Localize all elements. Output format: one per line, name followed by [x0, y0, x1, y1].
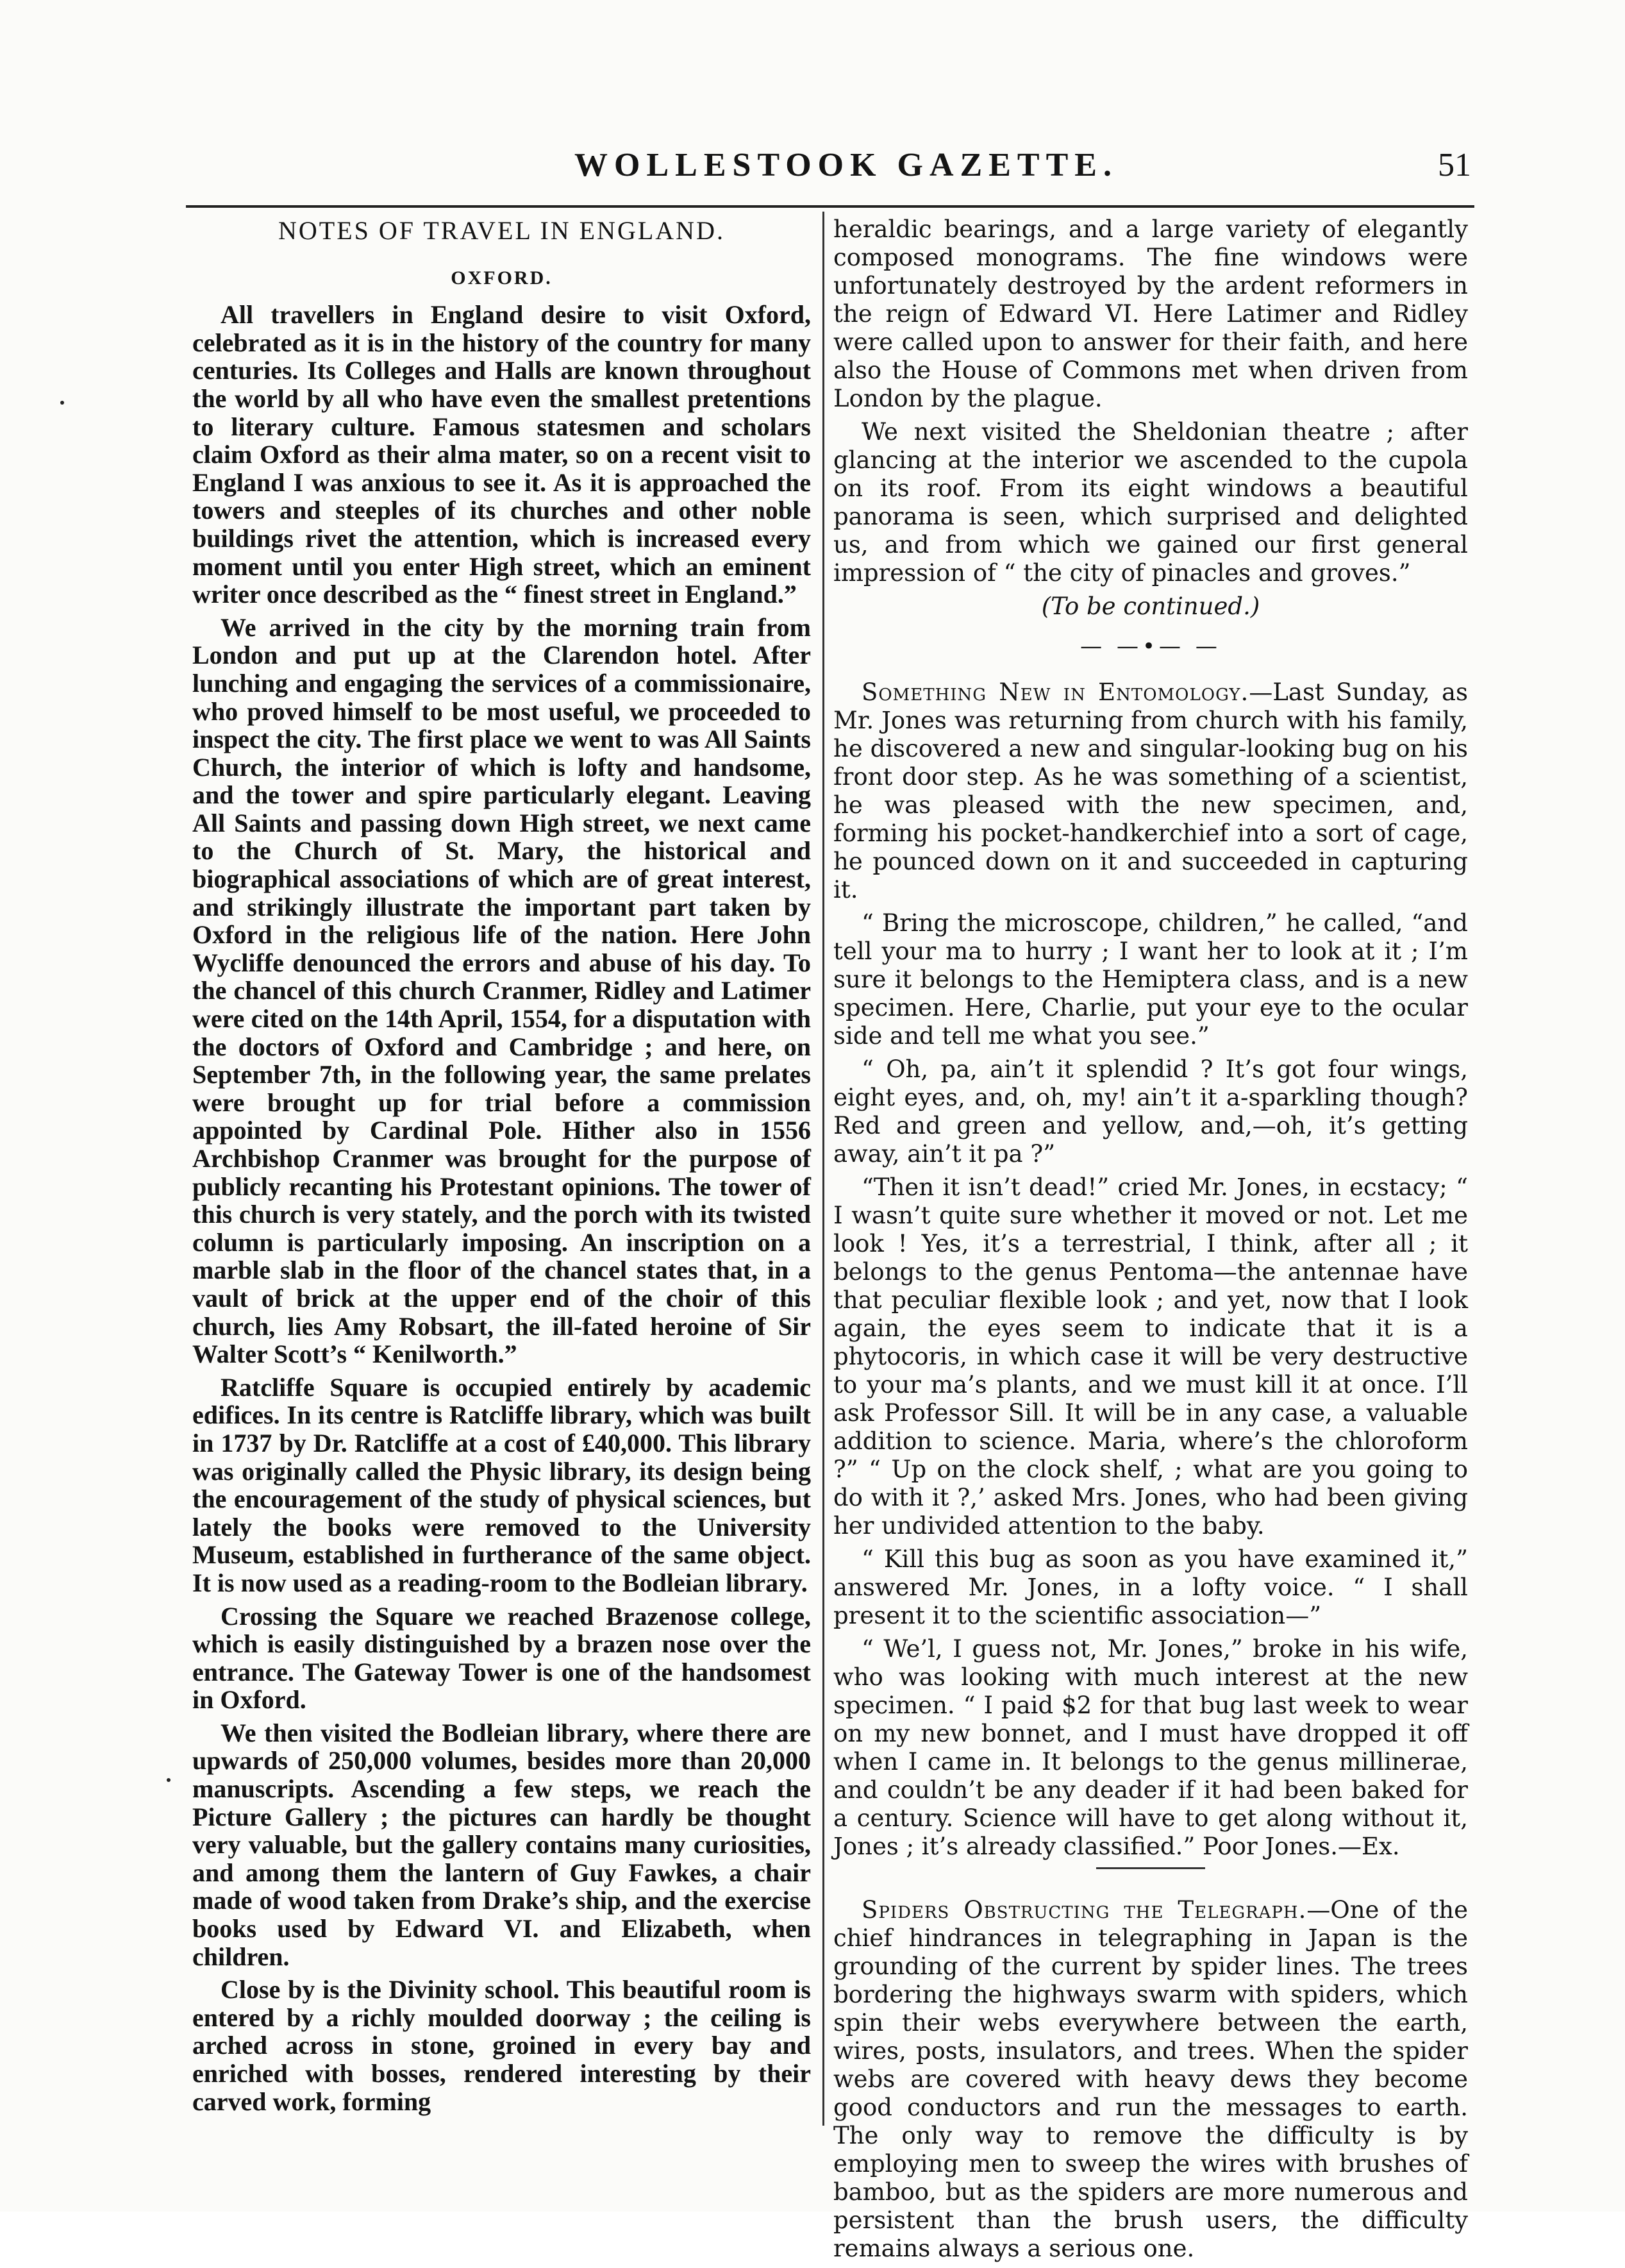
- section-ornament: — —•— —: [1080, 634, 1221, 659]
- article-paragraph: “Then it isn’t dead!” cried Mr. Jones, in ecstacy; “ I wasn’t quite sure whether it moved or not. Let me look ! Yes, it’s a terrestrial, I think, after all ; it belongs to the genus Pentoma—the antennae have that peculiar flexible look ; and yet, now that I look again, the eyes seem to indicate that it is a phytocoris, in which case it will be very destructive to your ma’s plants, and we must kill it at once. I’ll ask Professor Sill. It will be in any case, a valuable addition to science. Maria, where’s the chloroform ?” “ Up on the clock shelf, ; what are you going to do with it ?,’ asked Mrs. Jones, who had been giving her undivided attention to the baby.: [833, 1173, 1468, 1540]
- article-paragraph: “ Bring the microscope, children,” he called, “and tell your ma to hurry ; I want her to look at it ; I’m sure it belongs to the Hemiptera class, and is a new specimen. Here, Charlie, put your eye to the ocular side and tell me what you see.”: [833, 909, 1468, 1050]
- masthead-title: WOLLESTOOK GAZETTE.: [574, 147, 1118, 183]
- article-paragraph: [833, 678, 1468, 904]
- page-number: 51: [1438, 147, 1471, 183]
- article-text: —One of the chief hindrances in telegraphing in Japan is the grounding of the current by spider lines. The trees bordering the highways swarm with spiders, which spin their webs everywhere between the earth, wires, posts, insulators, and trees. When the spider webs are covered with heavy dews they become good conductors and run the messages to earth. The only way to remove the difficulty is by employing men to sweep the wires with brushes of bamboo, but as the spiders are more numerous and persistent than the brush users, the difficulty remains always a serious one.: [833, 1896, 1468, 2262]
- article-paragraph: “ We’l, I guess not, Mr. Jones,” broke in his wife, who was looking with much interest at the new specimen. “ I paid $2 for that bug last week to wear on my new bonnet, and I must have dropped it off when I came in. It belongs to the genus millinerae, and couldn’t be any deader if it had been baked for a century. Science will have to get along without it, Jones ; it’s already classified.” Poor Jones.—Ex.: [833, 1635, 1468, 1860]
- article-title: NOTES OF TRAVEL IN ENGLAND.: [278, 216, 725, 245]
- continuation-paragraph: heraldic bearings, and a large variety of elegantly composed monograms. The fine windows were unfortunately destroyed by the ardent reformers in the reign of Edward VI. Here Latimer and Ridley were called upon to answer for their faith, and here also the House of Commons met when driven from London by the plague.: [833, 215, 1468, 412]
- article-paragraph: “ Oh, pa, ain’t it splendid ? It’s got four wings, eight eyes, and, oh, my! ain’t it a-sparkling though? Red and green and yellow, and,—oh, it’s getting away, ain’t it pa ?”: [833, 1055, 1468, 1168]
- article-paragraph: [833, 1896, 1468, 2263]
- section-divider: [1096, 1867, 1205, 1869]
- article-paragraph: Crossing the Square we reached Brazenose college, which is easily distinguished by a brazen nose over the entrance. The Gateway Tower is one of the handsomest in Oxford.: [192, 1601, 811, 1715]
- left-column: [192, 215, 811, 2121]
- article-subtitle: OXFORD.: [451, 267, 553, 289]
- article-text: —Last Sunday, as Mr. Jones was returning from church with his family, he discovered a new and singular-looking bug on his front door step. As he was something of a scientist, he was pleased with the new specimen, and, forming his pocket-handkerchief into a sort of cage, he pounced down on it and succeeded in capturing it.: [833, 678, 1468, 903]
- header-rule: [186, 205, 1474, 208]
- article-heading: Spiders Obstructing the Telegraph.: [862, 1896, 1307, 1924]
- continued-note: (To be continued.): [1041, 592, 1260, 620]
- article-paragraph: Ratcliffe Square is occupied entirely by academic edifices. In its centre is Ratcliffe library, which was built in 1737 by Dr. Ratcliffe at a cost of £40,000. This library was originally called the Physic library, its design being the encouragement of the study of physical sciences, but lately the books were removed to the University Museum, established in furtherance of the same object. It is now used as a reading-room to the Bodleian library.: [192, 1372, 811, 1597]
- continuation-paragraph: We next visited the Sheldonian theatre ; after glancing at the interior we ascended to the cupola on its roof. From its eight windows a beautiful panorama is seen, which surprised and delighted us, and from which we gained our first general impression of “ the city of pinacles and groves.”: [833, 418, 1468, 587]
- article-paragraph: “ Kill this bug as soon as you have examined it,” answered Mr. Jones, in a lofty voice. “ I shall present it to the scientific association—”: [833, 1545, 1468, 1629]
- speck: [167, 1778, 171, 1782]
- article-paragraph: Close by is the Divinity school. This beautiful room is entered by a richly moulded doorway ; the ceiling is arched across in stone, groined in every bay and enriched with bosses, rendered interesting by their carved work, forming: [192, 1975, 811, 2116]
- article-paragraph: We then visited the Bodleian library, where there are upwards of 250,000 volumes, besides more than 20,000 manuscripts. Ascending a few steps, we reach the Picture Gallery ; the pictures can hardly be thought very valuable, but the gallery contains many curiosities, and among them the lantern of Guy Fawkes, a chair made of wood taken from Drake’s ship, and the exercise books used by Edward VI. and Elizabeth, when children.: [192, 1718, 811, 1971]
- article-heading: Something New in Entomology.: [862, 678, 1249, 706]
- right-column: [833, 215, 1468, 2268]
- speck: [60, 401, 64, 405]
- article-paragraph: We arrived in the city by the morning train from London and put up at the Clarendon hotel. After lunching and engaging the services of a commissionaire, who proved himself to be most useful, we proceeded to inspect the city. The first place we went to was All Saints Church, the interior of which is lofty and handsome, and the tower and spire particularly elegant. Leaving All Saints and passing down High street, we next came to the Church of St. Mary, the historical and biographical associations of which are of great interest, and strikingly illustrate the important part taken by Oxford in the religious life of the nation. Here John Wycliffe denounced the errors and abuse of his day. To the chancel of this church Cranmer, Ridley and Latimer were cited on the 14th April, 1554, for a disputation with the doctors of Oxford and Cambridge ; and here, on September 7th, in the following year, the same prelates were brought up for trial before a commission appointed by Cardinal Pole. Hither also in 1556 Archbishop Cranmer was brought for the purpose of publicly recanting his Protestant opinions. The tower of this church is very stately, and the porch with its twisted column is particularly imposing. An inscription on a marble slab in the floor of the chancel states that, in a vault of brick at the upper end of the choir of this church, lies Amy Robsart, the ill-fated heroine of Sir Walter Scott’s “ Kenilworth.”: [192, 612, 811, 1369]
- article-paragraph: All travellers in England desire to visit Oxford, celebrated as it is in the history of the country for many centuries. Its Colleges and Halls are known throughout the world by all who have even the smallest pretentions to literary culture. Famous statesmen and scholars claim Oxford as their alma mater, so on a recent visit to England I was anxious to see it. As it is approached the towers and steeples of its churches and other noble buildings rivet the attention, which is increased every moment until you enter High street, which an eminent writer once described as the “ finest street in England.”: [192, 300, 811, 609]
- column-rule: [822, 212, 824, 2126]
